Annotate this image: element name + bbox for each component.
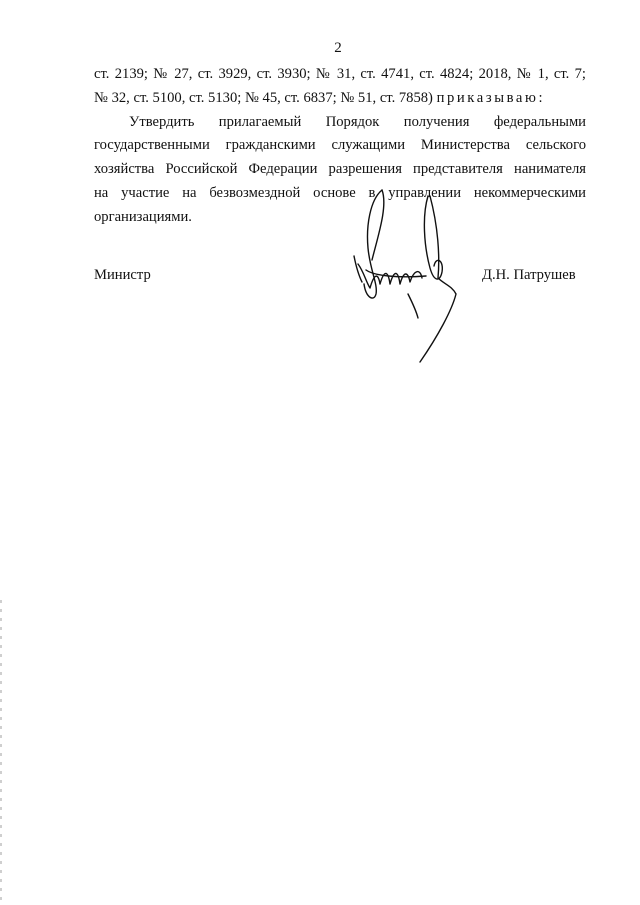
body-line-2 <box>94 88 586 108</box>
handwritten-signature <box>348 186 468 366</box>
scan-edge-artifact <box>0 600 2 905</box>
body-line-7: организациями. <box>94 209 192 225</box>
body-line-3: Утвердить прилагаемый Порядок получения федеральными <box>129 114 586 130</box>
body-line-6: на участие на безвозмездной основе в управлении некоммерческими <box>94 185 586 201</box>
body-line-5: хозяйства Российской Федерации разрешения представителя нанимателя <box>94 161 586 177</box>
signatory-name: Д.Н. Патрушев <box>482 267 576 283</box>
order-word: приказываю: <box>436 90 546 106</box>
signatory-title: Министр <box>94 267 151 283</box>
body-line-2-text: № 32, ст. 5100, ст. 5130; № 45, ст. 6837; № 51, ст. 7858) <box>94 90 433 106</box>
body-line-1: ст. 2139; № 27, ст. 3929, ст. 3930; № 31, ст. 4741, ст. 4824; 2018, № 1, ст. 7; <box>94 66 586 82</box>
body-line-4: государственными гражданскими служащими Министерства сельского <box>94 137 586 153</box>
page-number: 2 <box>334 40 342 56</box>
